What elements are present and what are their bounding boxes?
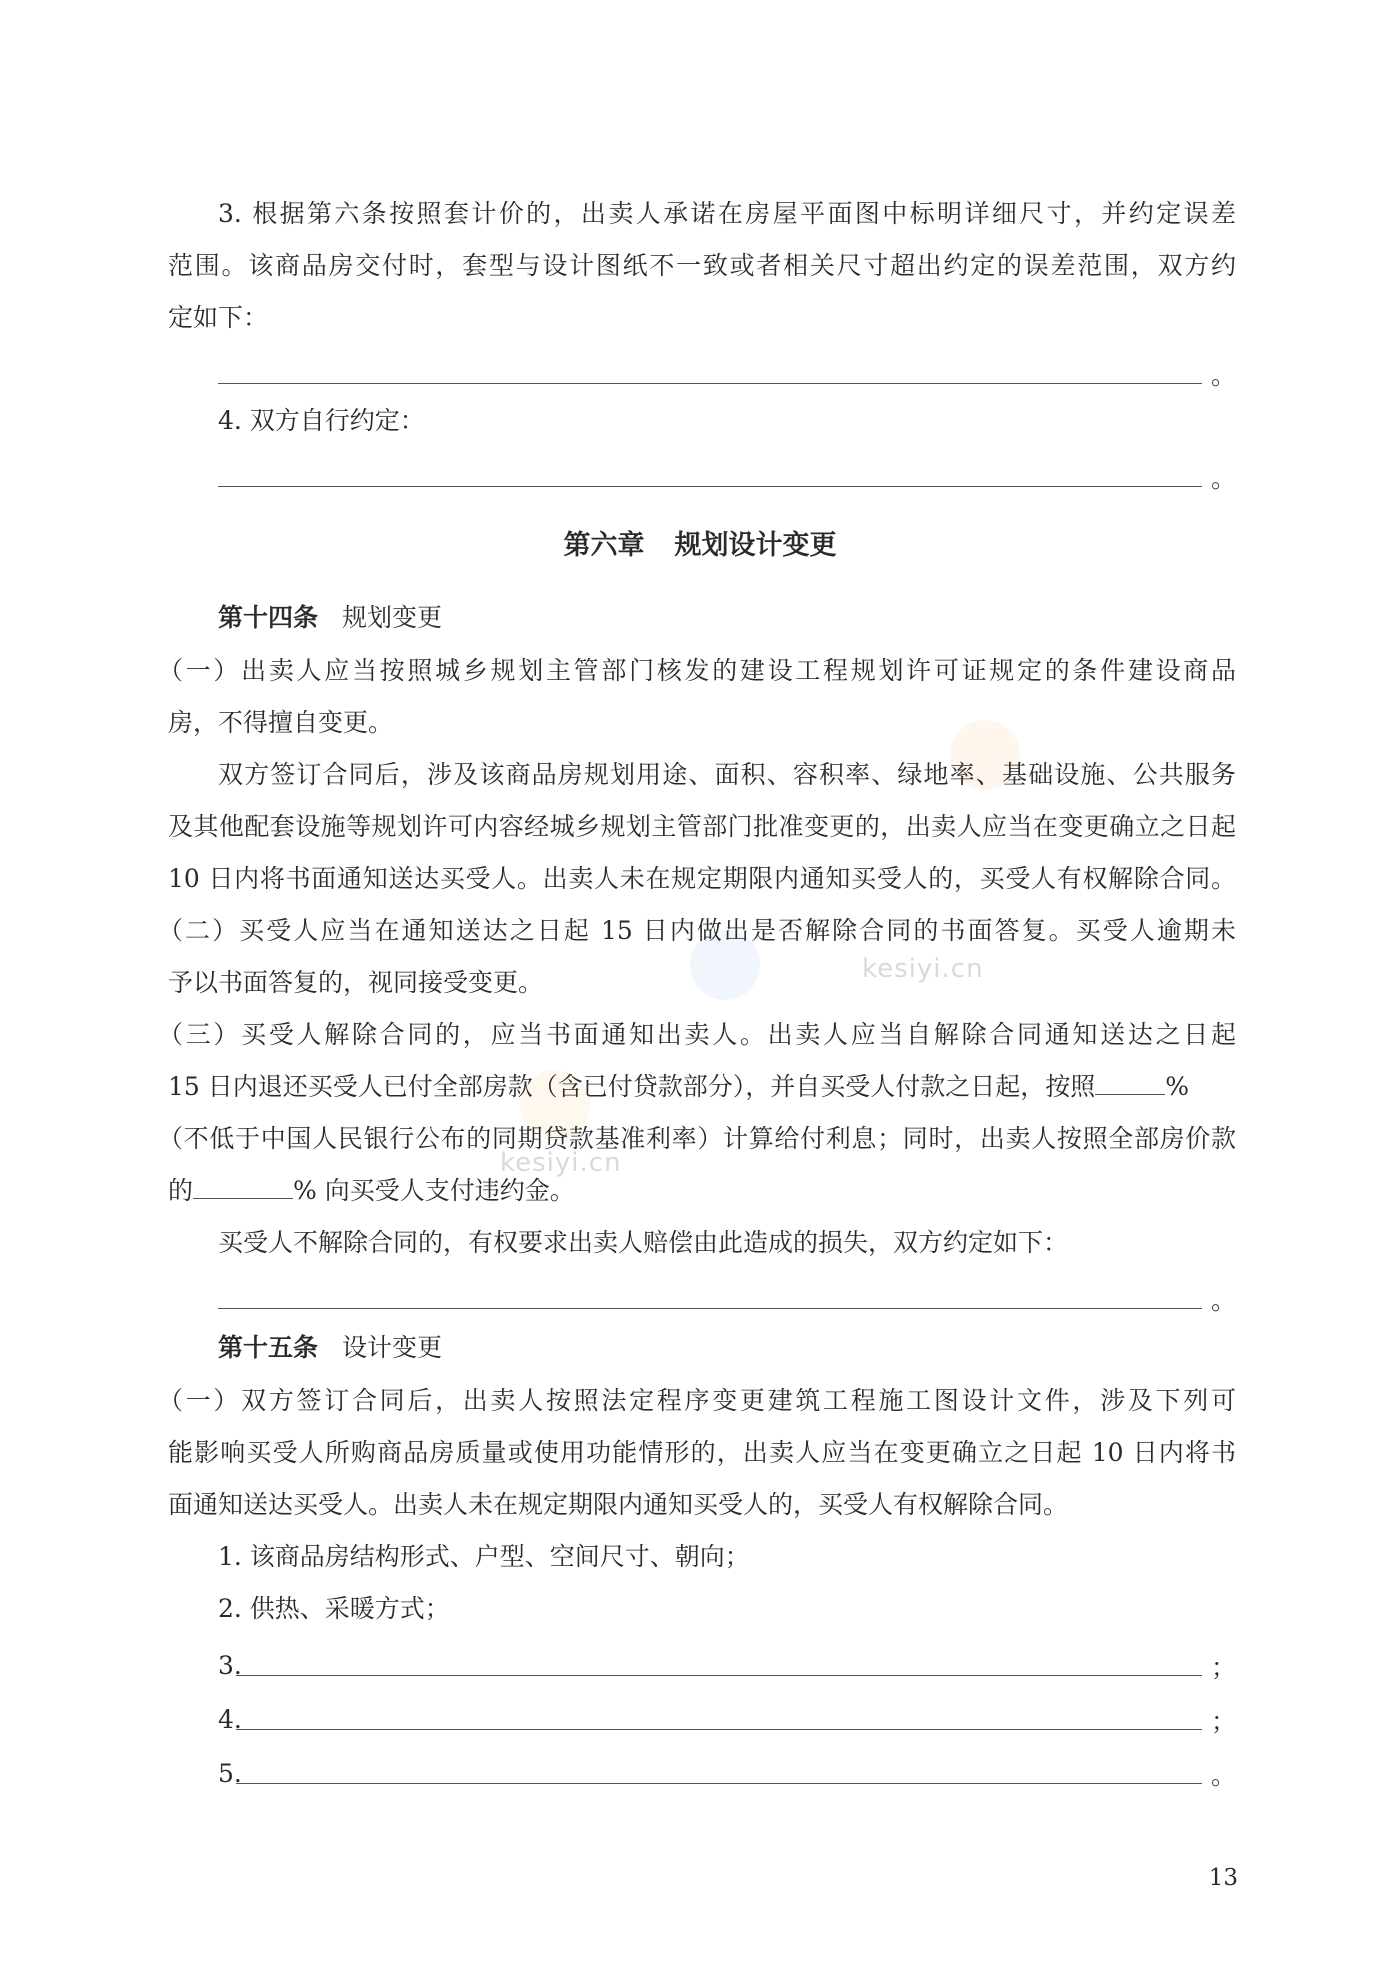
article-14-para-4-line-2-text: 15 日内退还买受人已付全部房款（含已付贷款部分），并自买受人付款之日起，按照 bbox=[168, 1072, 1096, 1101]
clause-4: 4. 双方自行约定： bbox=[218, 406, 425, 435]
penalty-rate-blank[interactable] bbox=[193, 1176, 293, 1199]
clause-3-blank[interactable] bbox=[218, 352, 1236, 392]
period-mark: 。 bbox=[1210, 1761, 1236, 1790]
chapter-label: 第六章 bbox=[563, 530, 645, 561]
article-14-para-4-line-4-text: % 向买受人支付违约金。 bbox=[293, 1176, 575, 1205]
period-mark: 。 bbox=[1210, 361, 1236, 390]
article-14-para-4-line-4-prefix: 的 bbox=[168, 1176, 194, 1205]
article-15-item-3-blank[interactable] bbox=[218, 1640, 1236, 1684]
clause-3-line-1: 3. 根据第六条按照套计价的，出卖人承诺在房屋平面图中标明详细尺寸，并约定误差 bbox=[218, 199, 1236, 228]
clause-4-blank[interactable] bbox=[218, 455, 1236, 495]
article-14-para-3-line-1: （二）买受人应当在通知送达之日起 15 日内做出是否解除合同的书面答复。买受人逾期未 bbox=[158, 916, 1236, 945]
article-14-heading bbox=[218, 592, 442, 644]
interest-rate-blank[interactable] bbox=[1095, 1072, 1165, 1095]
period-mark: 。 bbox=[1210, 464, 1236, 493]
watermark-text: kesiyi.cn bbox=[862, 954, 984, 984]
article-14-para-5: 买受人不解除合同的，有权要求出卖人赔偿由此造成的损失，双方约定如下： bbox=[218, 1228, 1069, 1257]
article-14-title: 规划变更 bbox=[342, 603, 443, 632]
clause-3-line-2: 范围。该商品房交付时，套型与设计图纸不一致或者相关尺寸超出约定的误差范围，双方约 bbox=[168, 251, 1236, 280]
article-15-item-5-blank[interactable] bbox=[218, 1748, 1236, 1792]
article-14-para-4-line-4 bbox=[168, 1165, 1236, 1217]
article-14-para-3-line-2: 予以书面答复的，视同接受变更。 bbox=[168, 968, 544, 997]
article-14-para-4-line-3: （不低于中国人民银行公布的同期贷款基准利率）计算给付利息；同时，出卖人按照全部房价款 bbox=[158, 1124, 1236, 1153]
semicolon-mark: ； bbox=[1210, 1653, 1236, 1682]
article-15-para-1-line-2: 能影响买受人所购商品房质量或使用功能情形的，出卖人应当在变更确立之日起 10 日内将书 bbox=[168, 1438, 1236, 1467]
article-14-label: 第十四条 bbox=[218, 603, 319, 632]
chapter-title: 规划设计变更 bbox=[674, 530, 837, 561]
article-14-para-2-line-1: 双方签订合同后，涉及该商品房规划用途、面积、容积率、绿地率、基础设施、公共服务 bbox=[218, 760, 1236, 789]
article-15-para-1-line-1: （一）双方签订合同后，出卖人按照法定程序变更建筑工程施工图设计文件，涉及下列可 bbox=[158, 1386, 1236, 1415]
article-15-label: 第十五条 bbox=[218, 1333, 319, 1362]
article-15-item-1: 1. 该商品房结构形式、户型、空间尺寸、朝向； bbox=[218, 1542, 750, 1571]
article-14-damages-blank[interactable] bbox=[218, 1277, 1236, 1317]
article-14-para-1-line-1: （一）出卖人应当按照城乡规划主管部门核发的建设工程规划许可证规定的条件建设商品 bbox=[158, 656, 1236, 685]
chapter-heading bbox=[0, 520, 1400, 572]
article-15-item-4-blank[interactable] bbox=[218, 1694, 1236, 1738]
article-15-title: 设计变更 bbox=[342, 1333, 443, 1362]
clause-3-line-3: 定如下： bbox=[168, 303, 269, 332]
page-number: 13 bbox=[1208, 1865, 1238, 1891]
item-4-number: 4. bbox=[218, 1705, 242, 1734]
watermark-text: kesiyi.cn bbox=[500, 1148, 622, 1178]
item-5-number: 5. bbox=[218, 1759, 242, 1788]
article-14-para-2-line-2: 及其他配套设施等规划许可内容经城乡规划主管部门批准变更的，出卖人应当在变更确立之日起 bbox=[168, 812, 1236, 841]
semicolon-mark: ； bbox=[1210, 1707, 1236, 1736]
article-14-para-4-line-2 bbox=[168, 1061, 1236, 1113]
article-14-para-4-line-1: （三）买受人解除合同的，应当书面通知出卖人。出卖人应当自解除合同通知送达之日起 bbox=[158, 1020, 1236, 1049]
article-15-heading bbox=[218, 1322, 442, 1374]
article-15-para-1-line-3: 面通知送达买受人。出卖人未在规定期限内通知买受人的，买受人有权解除合同。 bbox=[168, 1490, 1069, 1519]
period-mark: 。 bbox=[1210, 1286, 1236, 1315]
article-14-para-2-line-3: 10 日内将书面通知送达买受人。出卖人未在规定期限内通知买受人的，买受人有权解除合同。 bbox=[168, 864, 1236, 893]
article-15-item-2: 2. 供热、采暖方式； bbox=[218, 1594, 450, 1623]
item-3-number: 3. bbox=[218, 1651, 242, 1680]
article-14-para-1-line-2: 房，不得擅自变更。 bbox=[168, 708, 394, 737]
percent-sign: % bbox=[1165, 1072, 1190, 1101]
